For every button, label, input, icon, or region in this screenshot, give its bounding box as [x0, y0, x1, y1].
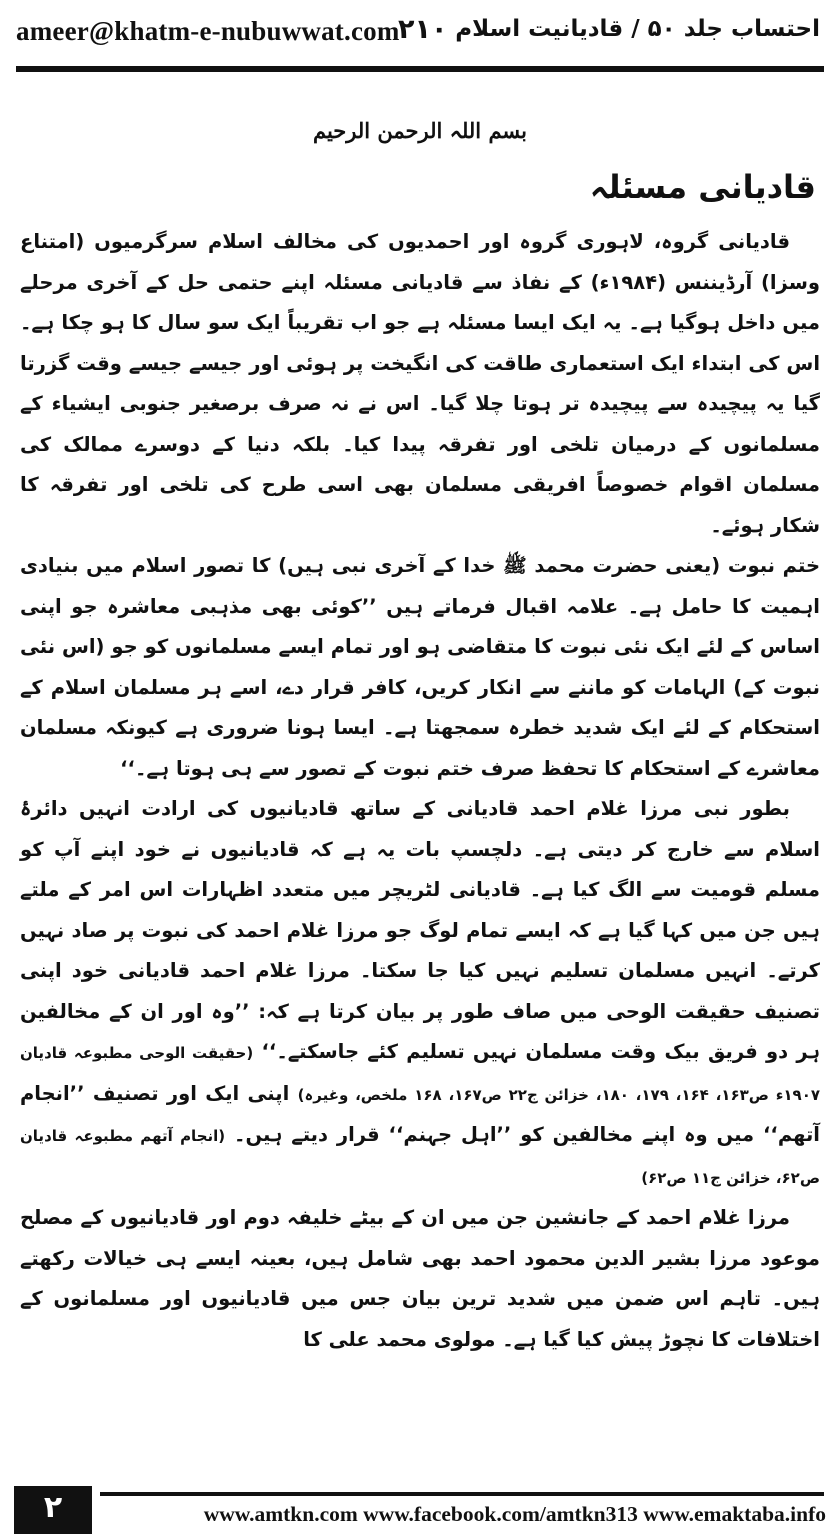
page-header — [0, 0, 840, 70]
citation-anjam-atham: (انجام آتھم مطبوعہ قادیان ص۶۲، خزائن ج۱۱ ص۶۲) — [20, 1127, 820, 1187]
citation-haqiqat-ul-wahi: (حقیقت الوحی مطبوعہ قادیان ۱۹۰۷ء ص۱۶۳، ۱۶۴، ۱۷۹، ۱۸۰، خزائن ج۲۲ ص۱۶۷، ۱۶۸ ملخص، وغیرہ) — [20, 1044, 821, 1104]
header-email: ameer@khatm-e-nubuwwat.com — [16, 16, 400, 46]
paragraph-2: ختم نبوت (یعنی حضرت محمد ﷺ خدا کے آخری نبی ہیں) کا تصور اسلام میں بنیادی اہمیت کا حامل ہے۔ علامہ اقبال فرماتے ہیں ’’کوئی بھی مذہبی معاشرہ جو اپنی اساس کے لئے ایک نئی نبوت کا متقاضی ہو اور تمام ایسے مسلمانوں کو جو (اس نئی نبوت کے) الہامات کو ماننے سے انکار کریں، کافر قرار دے، اسے ہر مسلمان اسلام کے استحکام کے لئے ایک شدید خطرہ سمجھتا ہے۔ ایسا ہونا ضروری ہے کیونکہ مسلمان معاشرے کے استحکام کا تحفظ صرف ختم نبوت کے تصور سے ہی ہوتا ہے۔‘‘ — [20, 554, 820, 780]
paragraph-3-text: بطور نبی مرزا غلام احمد قادیانی کے ساتھ قادیانیوں کی ارادت انہیں دائرۂ اسلام سے خارج کر دیتی ہے۔ دلچسپ بات یہ ہے کہ قادیانیوں نے خود اپنے آپ کو مسلم قومیت سے الگ کیا ہے۔ قادیانی لٹریچر میں متعدد اظہارات اس امر کے ملتے ہیں جن میں کہا گیا ہے کہ ایسے تمام لوگ جو مرزا غلام احمد کی نبوت پر صاد نہیں کرتے۔ انہیں مسلمان تسلیم نہیں کیا جا سکتا۔ مرزا غلام احمد قادیانی خود اپنی تصنیف حقیقت الوحی میں صاف طور پر بیان کرتا ہے کہ: ’’وہ اور ان کے مخالفین ہر دو فریق بیک وقت مسلمان نہیں تسلیم کئے جاسکتے۔‘‘ — [20, 797, 820, 1063]
header-rule — [16, 66, 824, 72]
article-body — [20, 222, 820, 1360]
paragraph-4: مرزا غلام احمد کے جانشین جن میں ان کے بیٹے خلیفہ دوم اور قادیانیوں کے مصلح موعود مرزا بشیر الدین محمود احمد بھی شامل ہیں، بعینہ ایسے ہی خیالات رکھتے ہیں۔ تاہم اس ضمن میں شدید ترین بیان جس میں قادیانیوں اور مسلمانوں کے اختلافات کا نچوڑ پیش کیا گیا ہے۔ مولوی محمد علی کا — [20, 1206, 820, 1351]
header-title: احتساب جلد ۵۰ / قادیانیت اسلام — [455, 16, 820, 42]
footer-rule — [100, 1492, 824, 1496]
bismillah-calligraphy: بسم اللہ الرحمن الرحیم — [312, 118, 528, 143]
footer-urls: www.amtkn.com www.facebook.com/amtkn313 www.emaktaba.info — [203, 1502, 826, 1526]
footer-page-box: ۲ — [14, 1486, 92, 1534]
header-page-number: ۲۱۰ — [398, 14, 448, 45]
paragraph-3 — [20, 789, 820, 1198]
section-heading: قادیانی مسئلہ — [589, 168, 816, 206]
paragraph-1: قادیانی گروہ، لاہوری گروہ اور احمدیوں کی مخالف اسلام سرگرمیوں (امتناع وسزا) آرڈیننس (۱۹۸۴ء) کے نفاذ سے قادیانی مسئلہ اپنے حتمی حل کے آخری مرحلے میں داخل ہوگیا ہے۔ یہ ایک ایسا مسئلہ ہے جو اب تقریباً ایک سو سال کا ہو چکا ہے۔ اس کی ابتداء ایک استعماری طاقت کی انگیخت پر ہوئی اور جیسے جیسے وقت گزرتا گیا یہ پیچیدہ سے پیچیدہ تر ہوتا چلا گیا۔ اس نے نہ صرف برصغیر جنوبی ایشیاء کے مسلمانوں کے درمیان تلخی اور تفرقہ پیدا کیا۔ بلکہ دنیا کے دوسرے ممالک کی مسلمان اقوام خصوصاً افریقی مسلمان بھی اسی طرح کی تلخی اور تفرقہ کا شکار ہوئے۔ — [20, 230, 820, 537]
paragraph-3-continuation: اپنی ایک اور تصنیف ’’انجام آتھم‘‘ میں وہ اپنے مخالفین کو ’’اہل جہنم‘‘ قرار دیتے ہیں۔ — [20, 1081, 820, 1146]
